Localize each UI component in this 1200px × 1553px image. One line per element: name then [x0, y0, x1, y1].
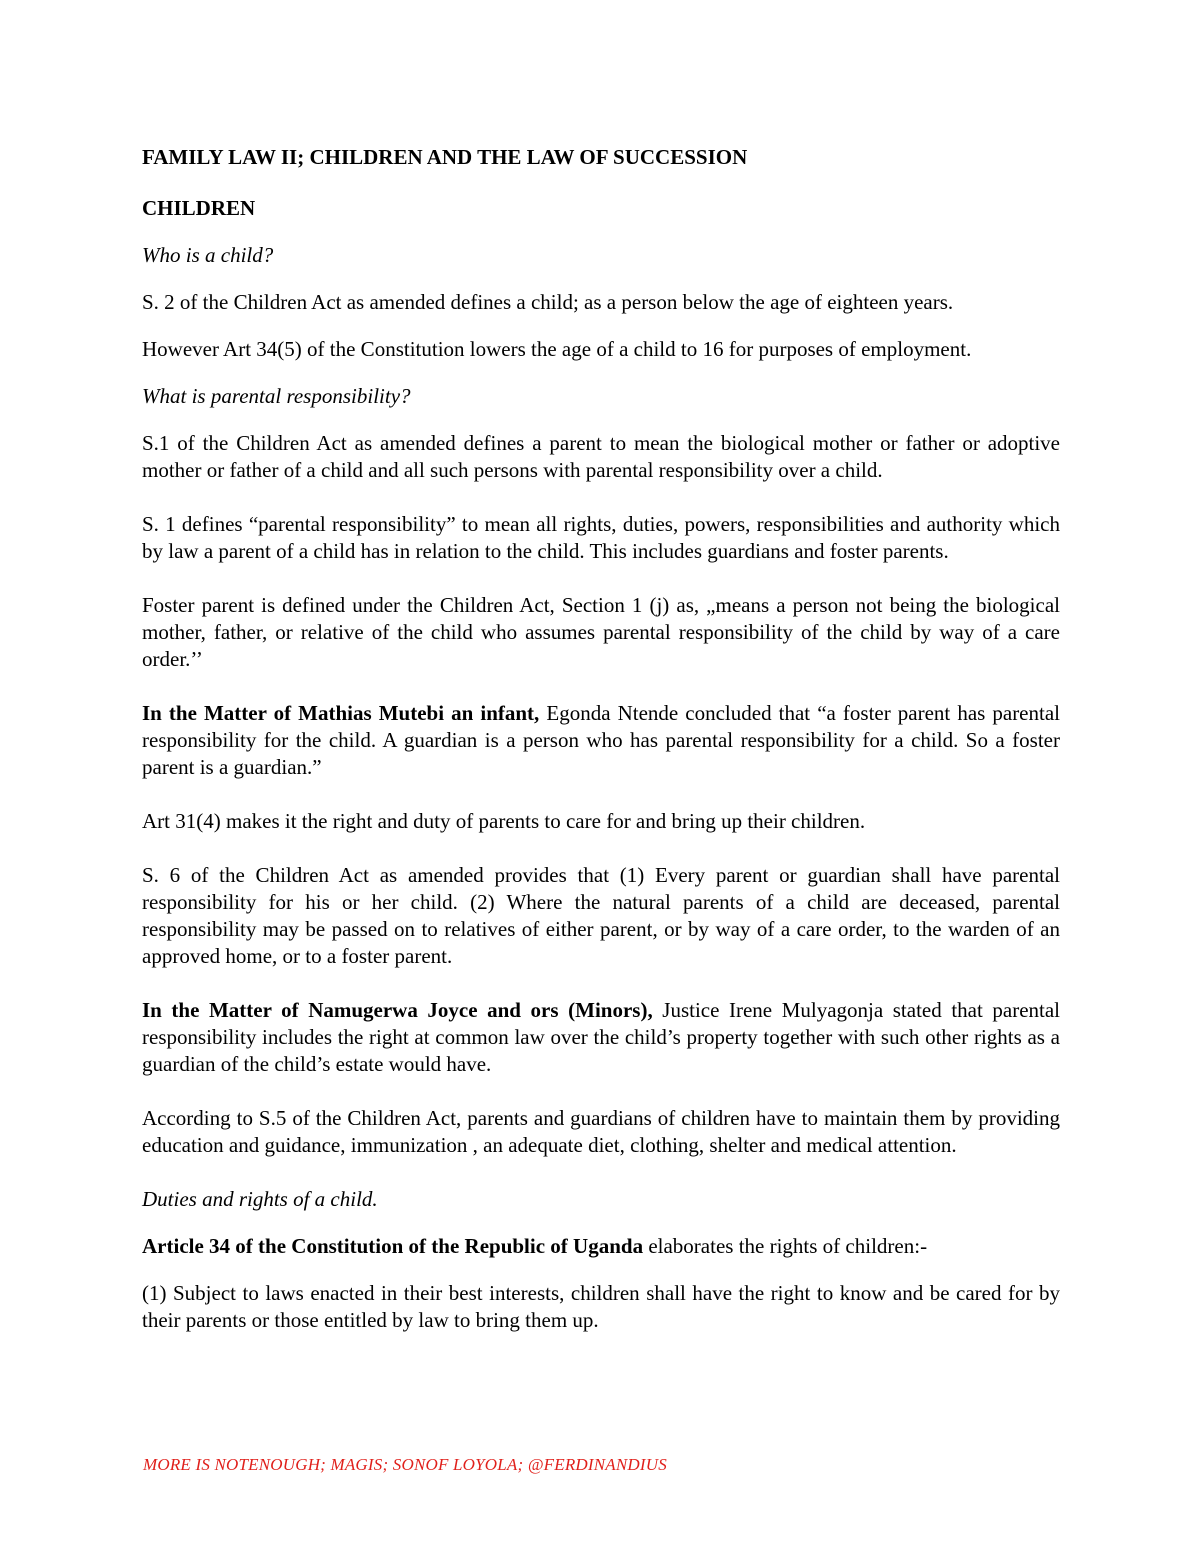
reference-article-34: Article 34 of the Constitution of the Republic of Uganda — [142, 1234, 644, 1258]
question-duties-and-rights: Duties and rights of a child. — [142, 1187, 378, 1211]
paragraph-article-34-1: (1) Subject to laws enacted in their best interests, children shall have the right to know and be cared for by their parents or those entitled by law to bring them up. — [142, 1281, 1060, 1332]
paragraph-art-31-4: Art 31(4) makes it the right and duty of parents to care for and bring up their children. — [142, 809, 866, 833]
paragraph-article-34 — [142, 1233, 1060, 1260]
text-article-34: elaborates the rights of children:- — [643, 1234, 928, 1258]
case-name-namugerwa: In the Matter of Namugerwa Joyce and ors (Minors), — [142, 998, 653, 1022]
paragraph-children-act-s2: S. 2 of the Children Act as amended defines a child; as a person below the age of eighteen years. — [142, 290, 954, 314]
paragraph-mutebi-case — [142, 700, 1060, 781]
document-title: FAMILY LAW II; CHILDREN AND THE LAW OF SUCCESSION — [142, 145, 748, 169]
paragraph-namugerwa-case — [142, 997, 1060, 1078]
paragraph-parent-definition: S.1 of the Children Act as amended defines a parent to mean the biological mother or father or adoptive mother or father of a child and all such persons with parental responsibility over a child. — [142, 431, 1060, 482]
document-body — [142, 140, 1060, 1334]
case-text-namugerwa: Justice Irene Mulyagonja stated that parental responsibility includes the right at common law over the child’s property together with such other rights as a guardian of the child’s estate would have. — [142, 998, 1061, 1076]
section-heading-children: CHILDREN — [142, 196, 256, 220]
question-parental-responsibility: What is parental responsibility? — [142, 384, 411, 408]
paragraph-art-34-5: However Art 34(5) of the Constitution lowers the age of a child to 16 for purposes of employment. — [142, 337, 972, 361]
footer-motto: MORE IS NOTENOUGH; MAGIS; SONOF LOYOLA; @FERDINANDIUS — [143, 1455, 667, 1474]
paragraph-foster-parent-definition: Foster parent is defined under the Children Act, Section 1 (j) as, „means a person not being the biological mother, father, or relative of the child who assumes parental responsibility of the child by way of a care order.’’ — [142, 593, 1060, 671]
paragraph-children-act-s6: S. 6 of the Children Act as amended provides that (1) Every parent or guardian shall have parental responsibility for his or her child. (2) Where the natural parents of a child are deceased, parental responsibility may be passed on to relatives of either parent, or by way of a care order, to the warden of an approved home, or to a foster parent. — [142, 863, 1060, 968]
case-text-mutebi: Egonda Ntende concluded that “a foster parent has parental responsibility for the child. A guardian is a person who has parental responsibility for a child. So a foster parent is a guardian.” — [142, 701, 1060, 779]
paragraph-parental-responsibility-definition: S. 1 defines “parental responsibility” to mean all rights, duties, powers, responsibilities and authority which by law a parent of a child has in relation to the child. This includes guardians and foster parents. — [142, 512, 1060, 563]
question-who-is-child: Who is a child? — [142, 243, 274, 267]
paragraph-children-act-s5: According to S.5 of the Children Act, parents and guardians of children have to maintain them by providing education and guidance, immunization , an adequate diet, clothing, shelter and medical attention. — [142, 1106, 1060, 1157]
case-name-mutebi: In the Matter of Mathias Mutebi an infant, — [142, 701, 540, 725]
